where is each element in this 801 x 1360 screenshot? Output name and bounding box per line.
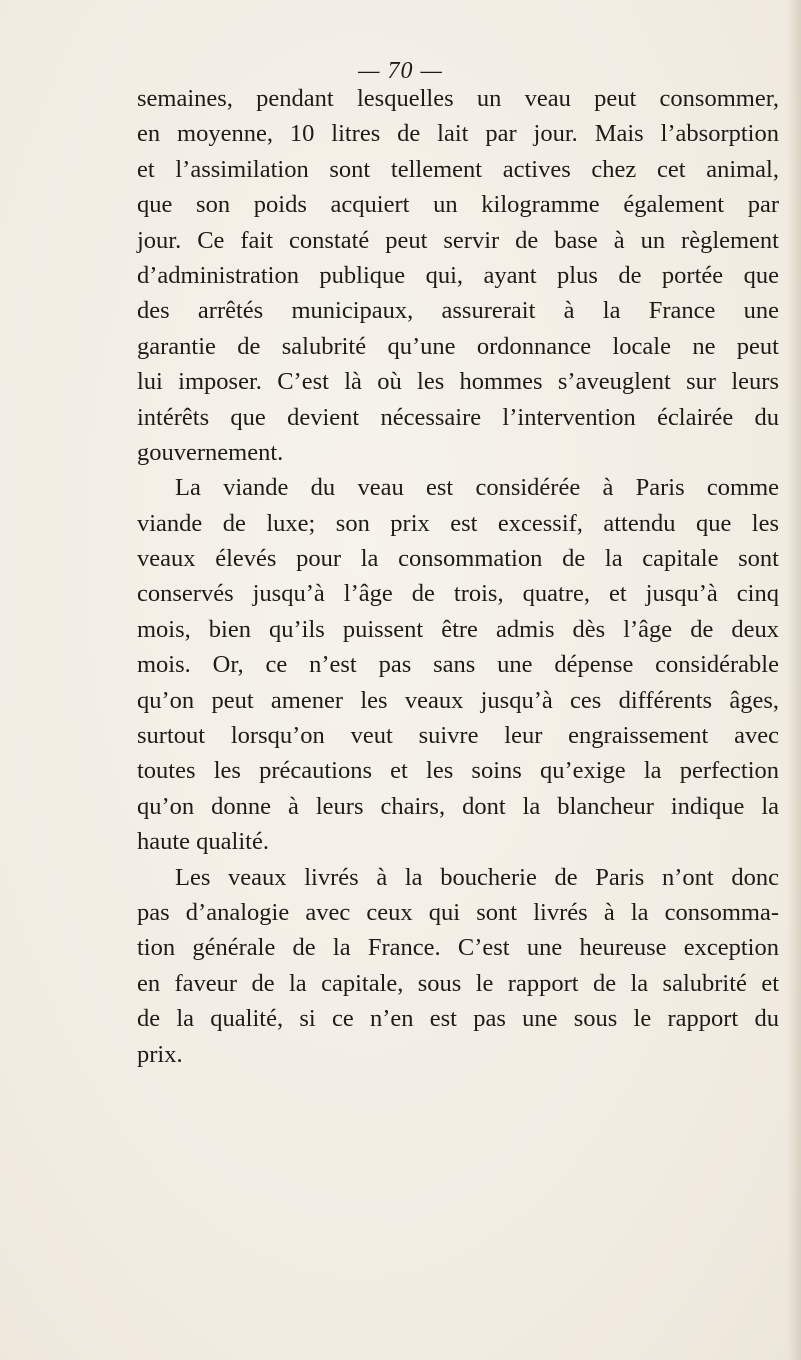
text-line: qu’on peut amener les veaux jusqu’à ces différents âges, <box>137 686 779 714</box>
text-line: lui imposer. C’est là où les hommes s’aveuglent sur leurs <box>137 368 779 396</box>
text-line: La viande du veau est considérée à Paris comme <box>175 474 779 502</box>
page-number: — 70 — <box>358 58 443 84</box>
text-line: conservés jusqu’à l’âge de trois, quatre, et jusqu’à cinq <box>137 580 779 608</box>
text-line: jour. Ce fait constaté peut servir de base à un règlement <box>137 226 779 254</box>
text-line: d’administration publique qui, ayant plus de portée que <box>137 261 779 289</box>
text-line: surtout lorsqu’on veut suivre leur engraissement avec <box>137 722 779 750</box>
text-line: de la qualité, si ce n’en est pas une sous le rapport du <box>137 1005 779 1033</box>
text-line: des arrêtés municipaux, assurerait à la France une <box>137 297 779 325</box>
text-line: toutes les précautions et les soins qu’exige la perfection <box>137 757 779 785</box>
text-line: veaux élevés pour la consommation de la capitale sont <box>137 545 779 573</box>
text-line: prix. <box>137 1040 183 1068</box>
text-line: tion générale de la France. C’est une heureuse exception <box>137 934 779 962</box>
text-line: pas d’analogie avec ceux qui sont livrés à la consomma- <box>137 898 779 926</box>
text-line: et l’assimilation sont tellement actives chez cet animal, <box>137 155 779 183</box>
text-line: en faveur de la capitale, sous le rapport de la salubrité et <box>137 969 779 997</box>
text-line: haute qualité. <box>137 828 269 856</box>
text-line: viande de luxe; son prix est excessif, attendu que les <box>137 509 779 537</box>
text-line: Les veaux livrés à la boucherie de Paris n’ont donc <box>175 863 779 891</box>
text-line: semaines, pendant lesquelles un veau peut consommer, <box>137 85 779 112</box>
page-edge-shadow <box>787 0 801 1360</box>
text-line: en moyenne, 10 litres de lait par jour. Mais l’absorption <box>137 120 779 148</box>
text-line: garantie de salubrité qu’une ordonnance locale ne peut <box>137 332 779 360</box>
body-text <box>137 81 779 1072</box>
text-line: intérêts que devient nécessaire l’intervention éclairée du <box>137 403 779 431</box>
text-line: mois. Or, ce n’est pas sans une dépense considérable <box>137 651 779 679</box>
text-line: gouvernement. <box>137 438 284 466</box>
text-line: que son poids acquiert un kilogramme également par <box>137 191 779 219</box>
text-line: mois, bien qu’ils puissent être admis dès l’âge de deux <box>137 615 779 643</box>
text-line: qu’on donne à leurs chairs, dont la blancheur indique la <box>137 792 779 820</box>
